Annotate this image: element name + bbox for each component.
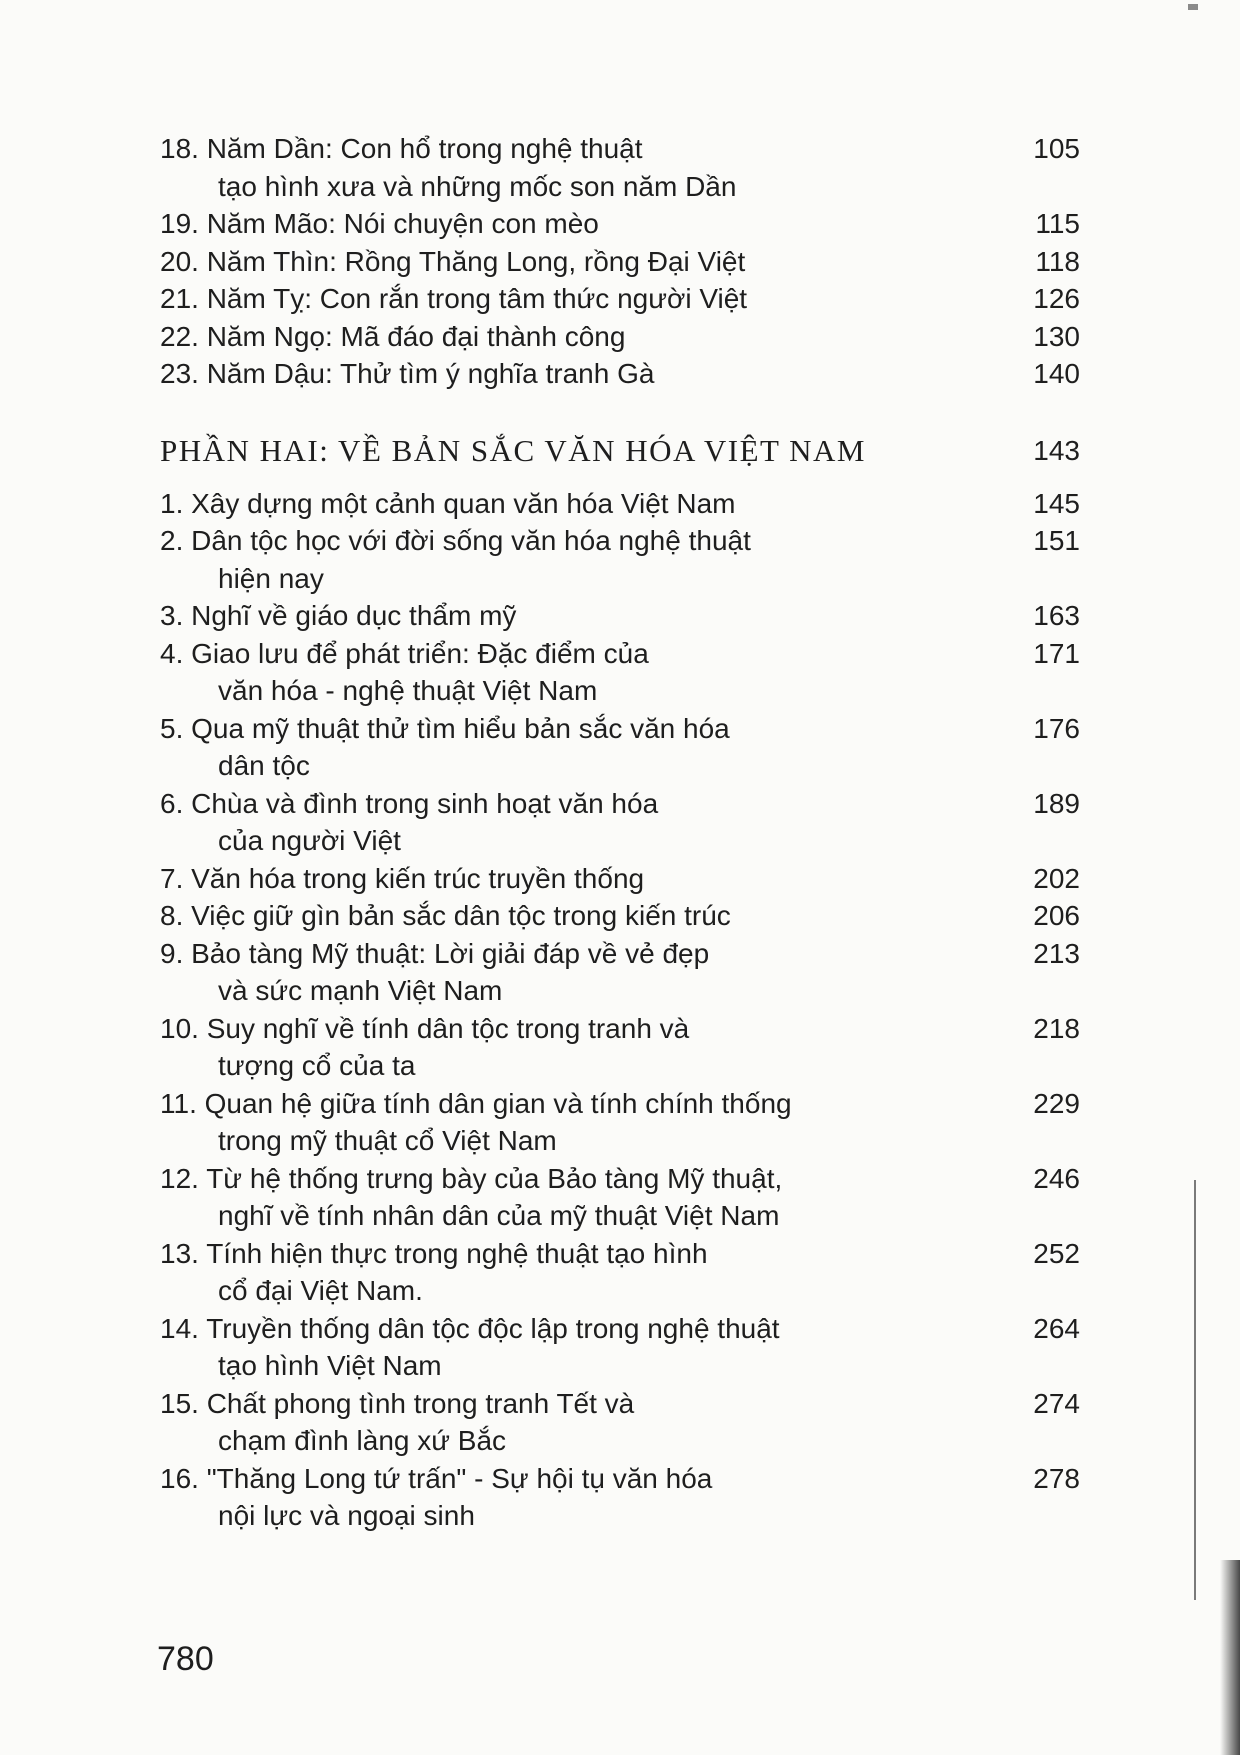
toc-entry-title: 10. Suy nghĩ về tính dân tộc trong tranh và (160, 1012, 690, 1044)
toc-entry (160, 243, 1080, 281)
toc-entry-title: 23. Năm Dậu: Thử tìm ý nghĩa tranh Gà (160, 358, 655, 389)
toc-entry-page: 140 (1033, 358, 1080, 389)
toc-entry-page: 278 (1033, 1462, 1080, 1494)
toc-entry (160, 860, 1080, 898)
toc-entry (160, 355, 1080, 393)
toc-entry-page: 206 (1033, 900, 1080, 931)
toc-entry-page: 176 (1033, 712, 1080, 744)
toc-entry (160, 1460, 1080, 1535)
toc-entry (160, 485, 1080, 523)
toc-entry (160, 1310, 1080, 1385)
toc-entry-title: 4. Giao lưu để phát triển: Đặc điểm của (160, 637, 649, 669)
toc-entry-page: 171 (1033, 637, 1080, 669)
toc-entry-title-continued: chạm đình làng xứ Bắc (218, 1425, 507, 1456)
toc-entry-title: 22. Năm Ngọ: Mã đáo đại thành công (160, 320, 626, 352)
toc-entry (160, 130, 1080, 205)
part-two-entries (160, 485, 1080, 1535)
toc-entry-page: 264 (1033, 1312, 1080, 1344)
toc-entry-title: 11. Quan hệ giữa tính dân gian và tính chính thống (160, 1087, 792, 1119)
toc-entry-title: 6. Chùa và đình trong sinh hoạt văn hóa (160, 787, 659, 819)
toc-entry (160, 785, 1080, 860)
toc-entry-page: 218 (1033, 1012, 1080, 1044)
toc-entry-page: 145 (1033, 487, 1080, 519)
toc-entry-title-continued: nội lực và ngoại sinh (218, 1500, 475, 1531)
toc-entry-title: 19. Năm Mão: Nói chuyện con mèo (160, 208, 599, 239)
toc-entry-title: 1. Xây dựng một cảnh quan văn hóa Việt Nam (160, 487, 736, 519)
toc-entry (160, 205, 1080, 243)
toc-entry-title-continued: tạo hình Việt Nam (218, 1350, 442, 1381)
toc-entry (160, 710, 1080, 785)
toc-entry (160, 1085, 1080, 1160)
page-edge-shadow (1220, 1560, 1240, 1755)
part-one-entries (160, 130, 1080, 393)
toc-entry (160, 522, 1080, 597)
page-number: 780 (157, 1640, 214, 1678)
scan-speck (1188, 4, 1198, 10)
toc-entry (160, 280, 1080, 318)
toc-entry-title-continued: trong mỹ thuật cổ Việt Nam (218, 1125, 557, 1156)
section-heading-part-two (160, 431, 1080, 471)
section-heading-text: PHẦN HAI: VỀ BẢN SẮC VĂN HÓA VIỆT NAM (160, 432, 866, 468)
toc-entry-page: 151 (1033, 525, 1080, 556)
toc-entry-title: 7. Văn hóa trong kiến trúc truyền thống (160, 862, 645, 894)
toc-entry (160, 897, 1080, 935)
toc-entry-title: 20. Năm Thìn: Rồng Thăng Long, rồng Đại Việt (160, 245, 746, 277)
toc-entry-title-continued: tượng cổ của ta (218, 1050, 416, 1081)
section-heading-page: 143 (1033, 434, 1080, 466)
toc-entry-title: 5. Qua mỹ thuật thử tìm hiểu bản sắc văn hóa (160, 712, 730, 744)
toc-entry-title: 14. Truyền thống dân tộc độc lập trong nghệ thuật (160, 1312, 780, 1344)
toc-entry-page: 274 (1033, 1387, 1080, 1419)
toc-entry-page: 115 (1035, 208, 1080, 239)
toc-entry-title-continued: dân tộc (218, 750, 310, 781)
toc-entry-title-continued: tạo hình xưa và những mốc son năm Dần (218, 170, 737, 202)
toc-entry (160, 1160, 1080, 1235)
toc-entry-title-continued: của người Việt (218, 825, 401, 856)
toc-entry-page: 118 (1035, 245, 1080, 277)
toc-entry-title: 21. Năm Tỵ: Con rắn trong tâm thức người Việt (160, 283, 748, 314)
toc-entry-page: 105 (1033, 133, 1080, 164)
toc-entry-title: 3. Nghĩ về giáo dục thẩm mỹ (160, 600, 517, 631)
toc-entry-page: 126 (1033, 283, 1080, 314)
toc-entry-title: 16. "Thăng Long tứ trấn" - Sự hội tụ văn hóa (160, 1462, 713, 1494)
table-of-contents (160, 130, 1080, 1535)
toc-entry-page: 246 (1033, 1162, 1080, 1194)
toc-entry (160, 1235, 1080, 1310)
toc-entry-title: 12. Từ hệ thống trưng bày của Bảo tàng Mỹ thuật, (160, 1162, 783, 1194)
toc-entry-page: 202 (1033, 862, 1080, 894)
toc-entry-title: 13. Tính hiện thực trong nghệ thuật tạo hình (160, 1237, 708, 1269)
toc-entry (160, 597, 1080, 635)
toc-entry-title: 2. Dân tộc học với đời sống văn hóa nghệ thuật (160, 525, 751, 556)
toc-entry-page: 213 (1033, 937, 1080, 969)
toc-entry (160, 318, 1080, 356)
toc-entry (160, 1385, 1080, 1460)
toc-entry-title-continued: cổ đại Việt Nam. (218, 1275, 423, 1306)
toc-entry-title-continued: văn hóa - nghệ thuật Việt Nam (218, 675, 598, 706)
toc-entry (160, 635, 1080, 710)
toc-entry-title-continued: và sức mạnh Việt Nam (218, 975, 503, 1006)
toc-entry-page: 163 (1033, 600, 1080, 631)
toc-entry (160, 935, 1080, 1010)
toc-entry-title-continued: nghĩ về tính nhân dân của mỹ thuật Việt Nam (218, 1200, 780, 1231)
toc-entry-page: 130 (1033, 320, 1080, 352)
toc-entry-page: 189 (1033, 787, 1080, 819)
toc-entry-title: 8. Việc giữ gìn bản sắc dân tộc trong kiến trúc (160, 900, 731, 931)
toc-entry-title: 15. Chất phong tình trong tranh Tết và (160, 1387, 635, 1419)
toc-entry (160, 1010, 1080, 1085)
page-edge-line (1194, 1180, 1196, 1600)
toc-entry-title: 18. Năm Dần: Con hổ trong nghệ thuật (160, 133, 643, 164)
toc-entry-title-continued: hiện nay (218, 562, 324, 594)
toc-entry-page: 229 (1033, 1087, 1080, 1119)
toc-entry-page: 252 (1033, 1237, 1080, 1269)
toc-entry-title: 9. Bảo tàng Mỹ thuật: Lời giải đáp về vẻ đẹp (160, 937, 710, 969)
